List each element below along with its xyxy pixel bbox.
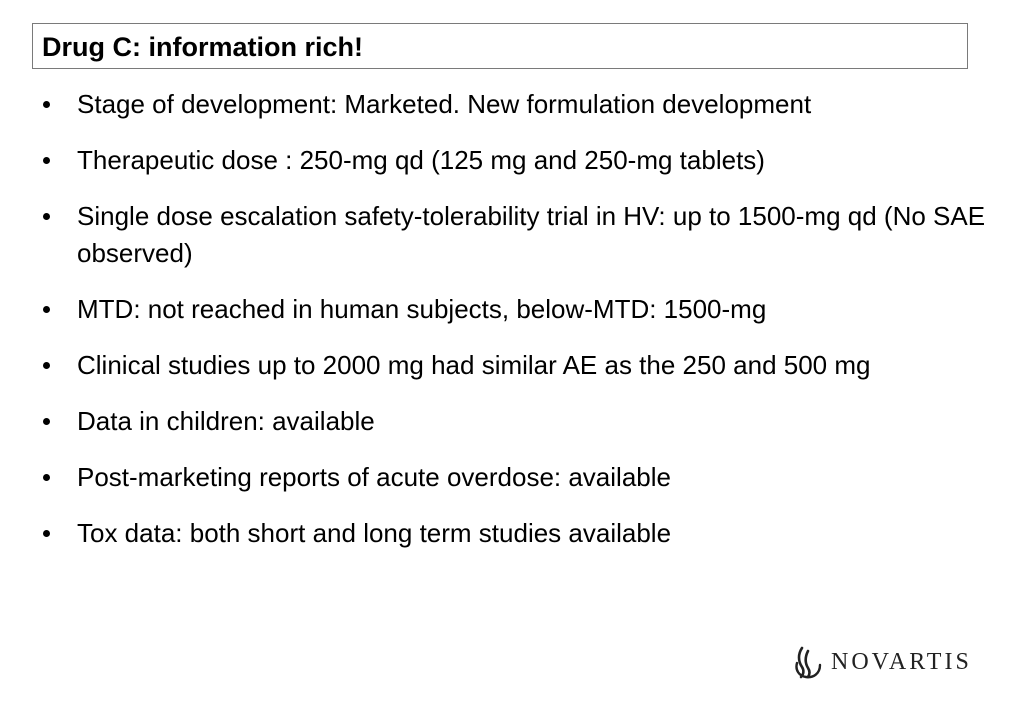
bullet-icon (43, 101, 50, 108)
novartis-logo (793, 644, 972, 680)
bullet-text: Stage of development: Marketed. New formulation development (77, 89, 812, 119)
bullet-icon (43, 530, 50, 537)
bullet-icon (43, 474, 50, 481)
novartis-flame-icon (793, 645, 823, 679)
bullet-icon (43, 157, 50, 164)
list-item (40, 291, 997, 328)
bullet-text: Clinical studies up to 2000 mg had similar AE as the 250 and 500 mg (77, 350, 871, 380)
logo-text: NOVARTIS (831, 649, 972, 675)
list-item (40, 459, 997, 496)
list-item (40, 403, 997, 440)
bullet-text: Therapeutic dose : 250-mg qd (125 mg and 250-mg tablets) (77, 145, 765, 175)
bullet-icon (43, 213, 50, 220)
bullet-list (40, 86, 1000, 571)
slide-title-text: Drug C: information rich! (42, 32, 363, 62)
list-item (40, 347, 997, 384)
bullet-text: MTD: not reached in human subjects, below-MTD: 1500-mg (77, 294, 767, 324)
list-item (40, 142, 997, 179)
bullet-text: Post-marketing reports of acute overdose: available (77, 462, 671, 492)
slide-title (32, 23, 968, 69)
bullet-text: Tox data: both short and long term studies available (77, 518, 672, 548)
bullet-text: Data in children: available (77, 406, 375, 436)
bullet-icon (43, 306, 50, 313)
list-item (40, 515, 997, 552)
bullet-icon (43, 418, 50, 425)
list-item (40, 86, 997, 123)
bullet-icon (43, 362, 50, 369)
list-item (40, 198, 997, 272)
bullet-text: Single dose escalation safety-tolerability trial in HV: up to 1500-mg qd (No SAE observed) (77, 201, 986, 268)
